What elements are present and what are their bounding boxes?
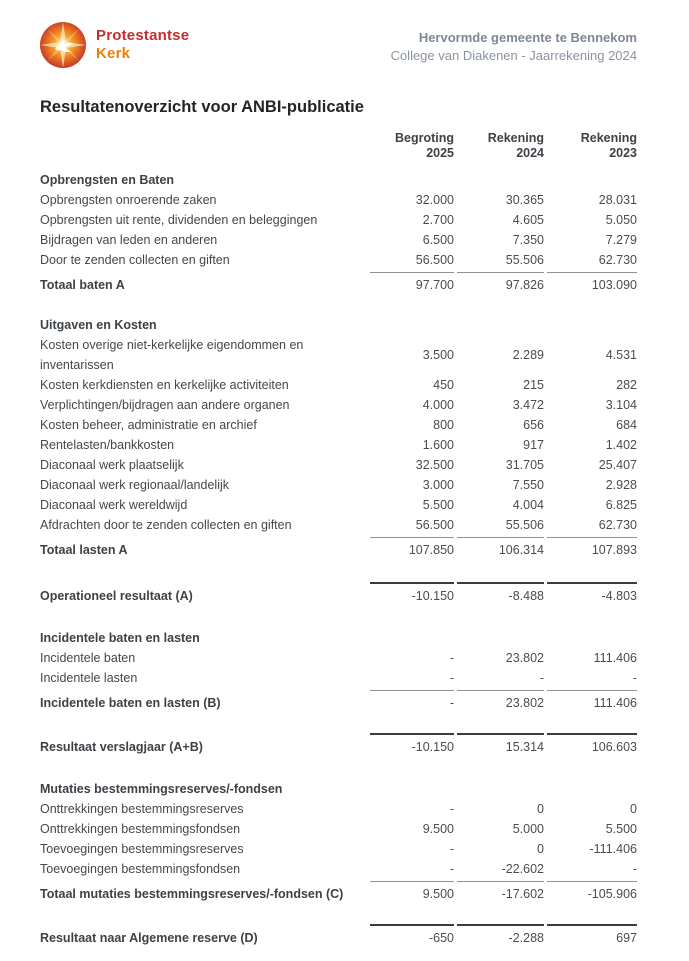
row-label: Diaconaal werk plaatselijk [40, 458, 184, 472]
row-value: 111.406 [547, 690, 637, 713]
row-value: 7.279 [605, 233, 637, 247]
total-row [40, 924, 637, 948]
document-header [40, 22, 637, 86]
row-value: 2.928 [605, 478, 637, 492]
row-value: - [449, 862, 454, 876]
row-value: 697 [547, 924, 637, 948]
row-label: Afdrachten door te zenden collecten en giften [40, 518, 292, 532]
row-label: Rentelasten/bankkosten [40, 438, 175, 452]
total-row [40, 881, 637, 904]
row-value: 111.406 [593, 651, 637, 665]
row-value: -8.488 [457, 582, 544, 606]
row-value: 684 [616, 418, 637, 432]
row-value: -105.906 [547, 881, 637, 904]
row-value: -2.288 [457, 924, 544, 948]
row-value [547, 170, 637, 190]
row-label: Onttrekkingen bestemmingsreserves [40, 802, 244, 816]
row-value: 9.500 [422, 822, 454, 836]
row-value: 282 [616, 378, 637, 392]
results-table [40, 170, 637, 948]
row-value: 23.802 [457, 690, 544, 713]
row-value: 215 [523, 378, 544, 392]
row-value: 5.000 [512, 822, 544, 836]
row-value: -10.150 [370, 733, 454, 757]
total-row [40, 690, 637, 713]
row-value: - [449, 651, 454, 665]
total-row [40, 582, 637, 606]
row-value: 6.825 [605, 498, 637, 512]
column-header-rekening-2024: Rekening 2024 [487, 131, 544, 160]
row-value: - [632, 671, 637, 685]
row-value: 55.506 [505, 253, 544, 267]
row-value: 106.314 [457, 537, 544, 560]
row-label: Totaal baten A [40, 278, 125, 292]
row-value [457, 779, 544, 799]
row-label: Incidentele lasten [40, 671, 138, 685]
org-name: Hervormde gemeente te Bennekom [418, 30, 637, 45]
table-row [40, 230, 637, 250]
row-value: 9.500 [370, 881, 454, 904]
section-gap [40, 560, 637, 580]
table-row [40, 455, 637, 475]
section-header-row [40, 170, 637, 190]
table-row [40, 475, 637, 495]
table-row [40, 495, 637, 515]
row-value: 4.531 [605, 348, 637, 362]
total-row [40, 733, 637, 757]
row-value: 6.500 [422, 233, 454, 247]
row-value: 7.550 [512, 478, 544, 492]
row-value: 107.893 [547, 537, 637, 560]
section-gap [40, 295, 637, 315]
row-value: 2.700 [422, 213, 454, 227]
row-label: Uitgaven en Kosten [40, 318, 157, 332]
section-gap [40, 713, 637, 731]
row-label: Operationeel resultaat (A) [40, 589, 193, 603]
row-value [547, 628, 637, 648]
row-value [547, 315, 637, 335]
row-label: Door te zenden collecten en giften [40, 253, 230, 267]
section-gap [40, 757, 637, 779]
row-value: 1.600 [422, 438, 454, 452]
row-value [370, 315, 454, 335]
row-value: 3.104 [605, 398, 637, 412]
org-header [391, 22, 637, 65]
row-value: 0 [537, 802, 544, 816]
logo-wordmark [96, 27, 189, 63]
row-label: Mutaties bestemmingsreserves/-fondsen [40, 782, 283, 796]
row-value: 3.472 [512, 398, 544, 412]
row-value: 31.705 [505, 458, 544, 472]
row-value: - [370, 690, 454, 713]
row-value: 28.031 [598, 193, 637, 207]
protestantse-kerk-logo-icon [40, 22, 86, 68]
row-value: 5.050 [605, 213, 637, 227]
row-value [457, 315, 544, 335]
row-value: 62.730 [598, 518, 637, 532]
column-header-rekening-2023: Rekening 2023 [580, 131, 637, 160]
church-logo [40, 22, 189, 68]
row-value: - [449, 842, 454, 856]
table-row [40, 375, 637, 395]
table-row [40, 668, 637, 688]
row-label: Opbrengsten uit rente, dividenden en beleggingen [40, 213, 318, 227]
org-subtitle: College van Diakenen - Jaarrekening 2024 [390, 48, 637, 63]
page-title: Resultatenoverzicht voor ANBI-publicatie [40, 98, 364, 116]
row-value: -10.150 [370, 582, 454, 606]
row-value: 97.700 [370, 272, 454, 295]
row-value: 4.000 [422, 398, 454, 412]
row-value [370, 628, 454, 648]
row-label: Opbrengsten onroerende zaken [40, 193, 217, 207]
row-label: Toevoegingen bestemmingsfondsen [40, 862, 241, 876]
row-value [457, 628, 544, 648]
row-value: 4.004 [512, 498, 544, 512]
row-label: Resultaat naar Algemene reserve (D) [40, 931, 258, 945]
total-row [40, 537, 637, 560]
table-row [40, 819, 637, 839]
row-value: -22.602 [501, 862, 544, 876]
row-value: 23.802 [505, 651, 544, 665]
row-label: Totaal lasten A [40, 543, 128, 557]
row-label: Kosten overige niet-kerkelijke eigendommen en inventarissen [40, 338, 304, 372]
section-header-row [40, 315, 637, 335]
row-value: 5.500 [422, 498, 454, 512]
table-row [40, 395, 637, 415]
column-header-begroting-2025: Begroting 2025 [394, 131, 454, 160]
row-value: 103.090 [547, 272, 637, 295]
row-label: Bijdragen van leden en anderen [40, 233, 218, 247]
row-value: 55.506 [505, 518, 544, 532]
row-value: 4.605 [512, 213, 544, 227]
table-row [40, 799, 637, 819]
row-label: Kosten beheer, administratie en archief [40, 418, 257, 432]
row-label: Kosten kerkdiensten en kerkelijke activiteiten [40, 378, 289, 392]
table-row [40, 190, 637, 210]
row-value: 32.500 [415, 458, 454, 472]
row-value: 32.000 [415, 193, 454, 207]
row-value: 25.407 [598, 458, 637, 472]
row-label: Incidentele baten en lasten (B) [40, 696, 221, 710]
row-label: Incidentele baten [40, 651, 136, 665]
section-gap [40, 904, 637, 922]
section-header-row [40, 779, 637, 799]
row-value: -111.406 [589, 842, 637, 856]
row-value: - [449, 802, 454, 816]
row-value: 56.500 [415, 518, 454, 532]
logo-wordmark-line2: Kerk [96, 45, 131, 62]
row-label: Opbrengsten en Baten [40, 173, 175, 187]
row-value: 56.500 [415, 253, 454, 267]
table-row [40, 839, 637, 859]
section-gap [40, 606, 637, 628]
row-value: 30.365 [505, 193, 544, 207]
row-label: Onttrekkingen bestemmingsfondsen [40, 822, 241, 836]
column-header-spacer [40, 131, 367, 161]
row-value: 62.730 [598, 253, 637, 267]
row-label: Totaal mutaties bestemmingsreserves/-fondsen (C) [40, 887, 344, 901]
row-value: - [539, 671, 544, 685]
row-value: 106.603 [547, 733, 637, 757]
row-value: 917 [523, 438, 544, 452]
row-value: - [449, 671, 454, 685]
table-row [40, 415, 637, 435]
row-label: Toevoegingen bestemmingsreserves [40, 842, 244, 856]
table-row [40, 250, 637, 270]
row-value: 3.000 [422, 478, 454, 492]
row-value [370, 170, 454, 190]
row-label: Diaconaal werk wereldwijd [40, 498, 188, 512]
table-row [40, 648, 637, 668]
row-label: Verplichtingen/bijdragen aan andere organen [40, 398, 290, 412]
table-row [40, 515, 637, 535]
row-value: 3.500 [422, 348, 454, 362]
table-row [40, 435, 637, 455]
section-header-row [40, 628, 637, 648]
row-value: 0 [537, 842, 544, 856]
row-value: - [632, 862, 637, 876]
row-value [370, 779, 454, 799]
total-row [40, 272, 637, 295]
row-label: Resultaat verslagjaar (A+B) [40, 740, 203, 754]
row-value [547, 779, 637, 799]
row-value: 450 [433, 378, 454, 392]
row-value: 800 [433, 418, 454, 432]
row-label: Incidentele baten en lasten [40, 631, 200, 645]
row-value: 0 [630, 802, 637, 816]
row-value [457, 170, 544, 190]
row-value: 97.826 [457, 272, 544, 295]
row-value: 7.350 [512, 233, 544, 247]
row-value: 15.314 [457, 733, 544, 757]
row-value: 2.289 [512, 348, 544, 362]
column-header-row [40, 131, 637, 161]
row-value: 107.850 [370, 537, 454, 560]
table-row [40, 210, 637, 230]
row-value: -4.803 [547, 582, 637, 606]
logo-wordmark-line1: Protestantse [96, 27, 190, 44]
row-value: 656 [523, 418, 544, 432]
row-value: -650 [370, 924, 454, 948]
row-value: 5.500 [605, 822, 637, 836]
row-label: Diaconaal werk regionaal/landelijk [40, 478, 229, 492]
table-row [40, 859, 637, 879]
table-row [40, 335, 637, 375]
row-value: 1.402 [605, 438, 637, 452]
row-value: -17.602 [457, 881, 544, 904]
